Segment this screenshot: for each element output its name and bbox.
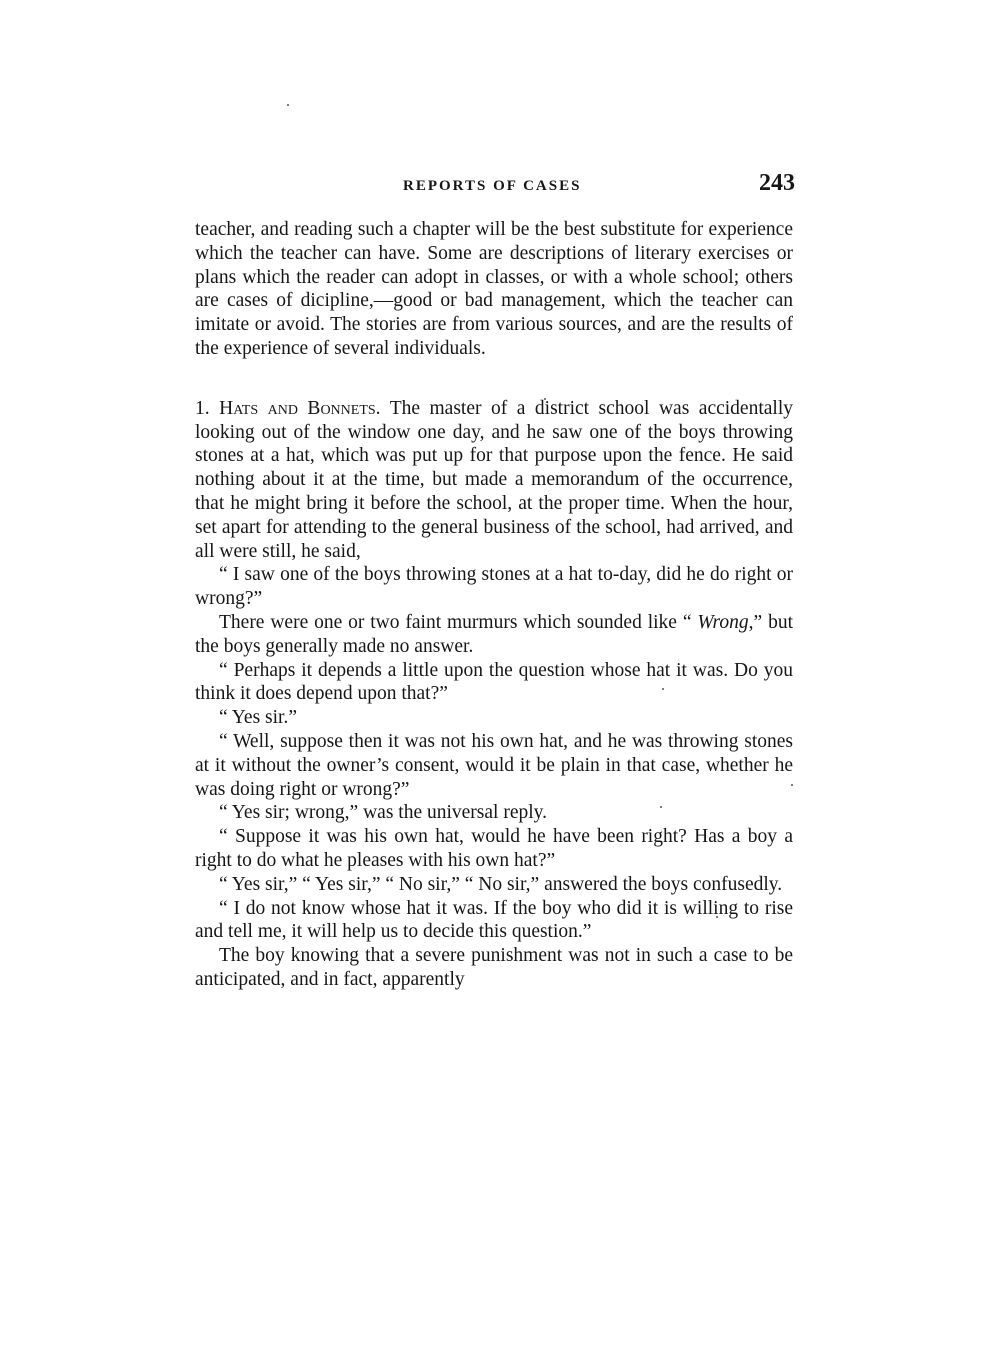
dialogue-paragraph: “ Suppose it was his own hat, would he have been right? Has a boy a right to do what he pleases with his own hat?”: [195, 826, 793, 871]
italic-word: Wrong: [697, 611, 749, 633]
dialogue-paragraph: “ Perhaps it depends a little upon the question whose hat it was. Do you think it does depend upon that?”: [195, 659, 793, 705]
page-number: 243: [759, 170, 795, 196]
dialogue-paragraph: “ Yes sir; wrong,” was the universal reply.: [219, 802, 548, 824]
dialogue-paragraph: “ Well, suppose then it was not his own hat, and he was throwing stones at it without the owner’s consent, would it be plain in that case, whether he was doing right or wrong?”: [195, 730, 793, 800]
section-opening-text: The master of a district school was accidentally looking out of the window one day, and he saw one of the boys throwing stones at a hat, which was put up for that purpose upon the fence. He said nothing about it at the time, but made a memorandum of the occurrence, that he might bring it before the school, at the proper time. When the hour, set apart for attending to the general business of the school, had arrived, and all were still, he said,: [195, 397, 793, 562]
dialogue-paragraph: “ I saw one of the boys throwing stones at a hat to-day, did he do right or wrong?”: [195, 564, 793, 610]
dialogue-paragraph: “ Yes sir,” “ Yes sir,” “ No sir,” “ No sir,” answered the boys confusedly.: [219, 873, 783, 895]
section-number: 1.: [195, 397, 210, 419]
page-body: [195, 218, 793, 992]
section-opening-paragraph: [195, 397, 793, 564]
page-header: [195, 170, 795, 204]
running-title: REPORTS OF CASES: [403, 178, 582, 194]
section-title: Hats and Bonnets.: [219, 397, 381, 419]
paper-speck: [287, 104, 289, 106]
intro-paragraph: teacher, and reading such a chapter will be the best substitute for experience which the teacher can have. Some are descriptions of literary exercises or plans which the reader can adopt in classes, or with a whole school; others are cases of dicipline,—good or bad management, which the teacher can imitate or avoid. The stories are from various sources, and are the results of the experience of several individuals.: [195, 219, 793, 359]
narrative-paragraph: [195, 611, 793, 659]
dialogue-paragraph: “ I do not know whose hat it was. If the boy who did it is willing to rise and tell me, it will help us to decide this question.”: [195, 897, 793, 943]
section-spacer: [195, 361, 793, 397]
dialogue-paragraph: “ Yes sir.”: [219, 707, 298, 729]
paragraph-text: ,” but the boys generally made no answer.: [195, 611, 793, 657]
paragraph-text: There were one or two faint murmurs which sounded like “: [219, 611, 698, 633]
narrative-paragraph: The boy knowing that a severe punishment was not in such a case to be anticipated, and in fact, apparently: [195, 945, 793, 990]
